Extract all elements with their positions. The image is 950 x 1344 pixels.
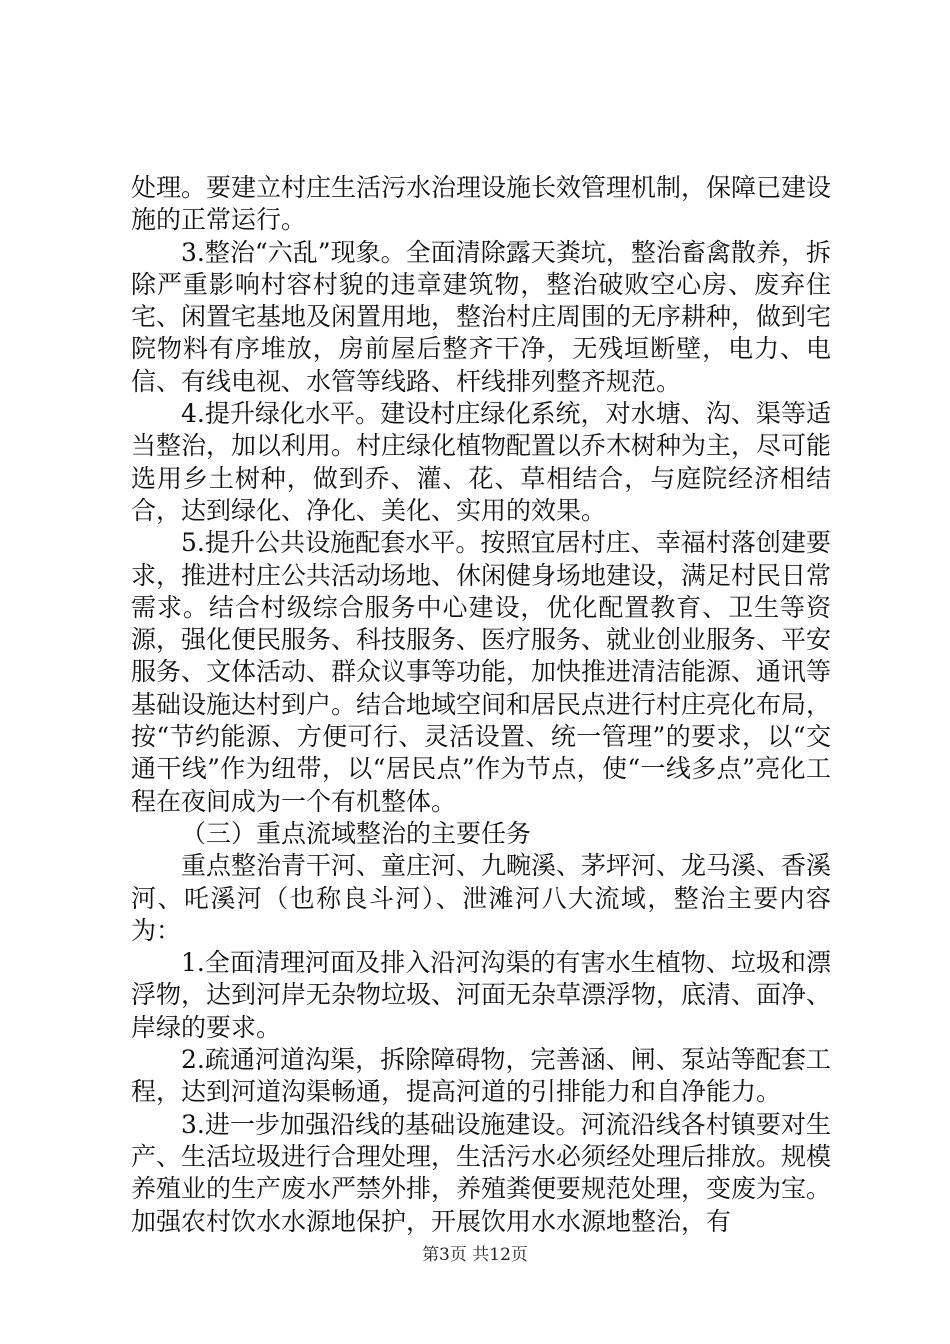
paragraph-river-basin-intro: 重点整治青干河、童庄河、九畹溪、茅坪河、龙马溪、香溪河、吒溪河（也称良斗河）、泄滩河八大流域，整治主要内容为： [131,851,832,945]
section-heading-river-basin: （三）重点流域整治的主要任务 [181,818,532,848]
paragraph-item-3-six-disorders: 3.整治“六乱”现象。全面清除露天粪坑，整治畜禽散养，拆除严重影响村容村貌的违章建筑物，整治破败空心房、废弃住宅、闲置宅基地及闲置用地，整治村庄周围的无序耕种，做到宅院物料有序堆放，房前屋后整齐干净，无残垣断壁，电力、电信、有线电视、水管等线路、杆线排列整齐规范。 [131,237,832,396]
paragraph-item-4-greening: 4.提升绿化水平。建设村庄绿化系统，对水塘、沟、渠等适当整治，加以利用。村庄绿化植物配置以乔木树种为主，尽可能选用乡土树种，做到乔、灌、花、草相结合，与庭院经济相结合，达到绿化、净化、美化、实用的效果。 [131,399,832,525]
page-footer-number: 第3页 共12页 [422,1245,528,1265]
document-body [131,172,831,1238]
paragraph-river-item-2: 2.疏通河道沟渠，拆除障碍物，完善涵、闸、泵站等配套工程，达到河道沟渠畅通，提高河道的引排能力和自净能力。 [131,1045,831,1107]
paragraph-continuation: 处理。要建立村庄生活污水治理设施长效管理机制，保障已建设施的正常运行。 [131,173,832,235]
paragraph-river-item-1: 1.全面清理河面及排入沿河沟渠的有害水生植物、垃圾和漂浮物，达到河岸无杂物垃圾、河面无杂草漂浮物，底清、面净、岸绿的要求。 [131,948,832,1042]
paragraph-river-item-3: 3.进一步加强沿线的基础设施建设。河流沿线各村镇要对生产、生活垃圾进行合理处理，生活污水必须经处理后排放。规模养殖业的生产废水严禁外排，养殖粪便要规范处理，变废为宝。加强农村饮水水源地保护，开展饮用水水源地整治，有 [131,1109,832,1236]
paragraph-item-5-public-facilities: 5.提升公共设施配套水平。按照宜居村庄、幸福村落创建要求，推进村庄公共活动场地、休闲健身场地建设，满足村民日常需求。结合村级综合服务中心建设，优化配置教育、卫生等资源，强化便民服务、科技服务、医疗服务、就业创业服务、平安服务、文体活动、群众议事等功能，加快推进清洁能源、通讯等基础设施达村到户。结合地域空间和居民点进行村庄亮化布局，按“节约能源、方便可行、灵活设置、统一管理”的要求，以“交通干线”作为纽带，以“居民点”作为节点，使“一线多点”亮化工程在夜间成为一个有机整体。 [131,528,832,816]
